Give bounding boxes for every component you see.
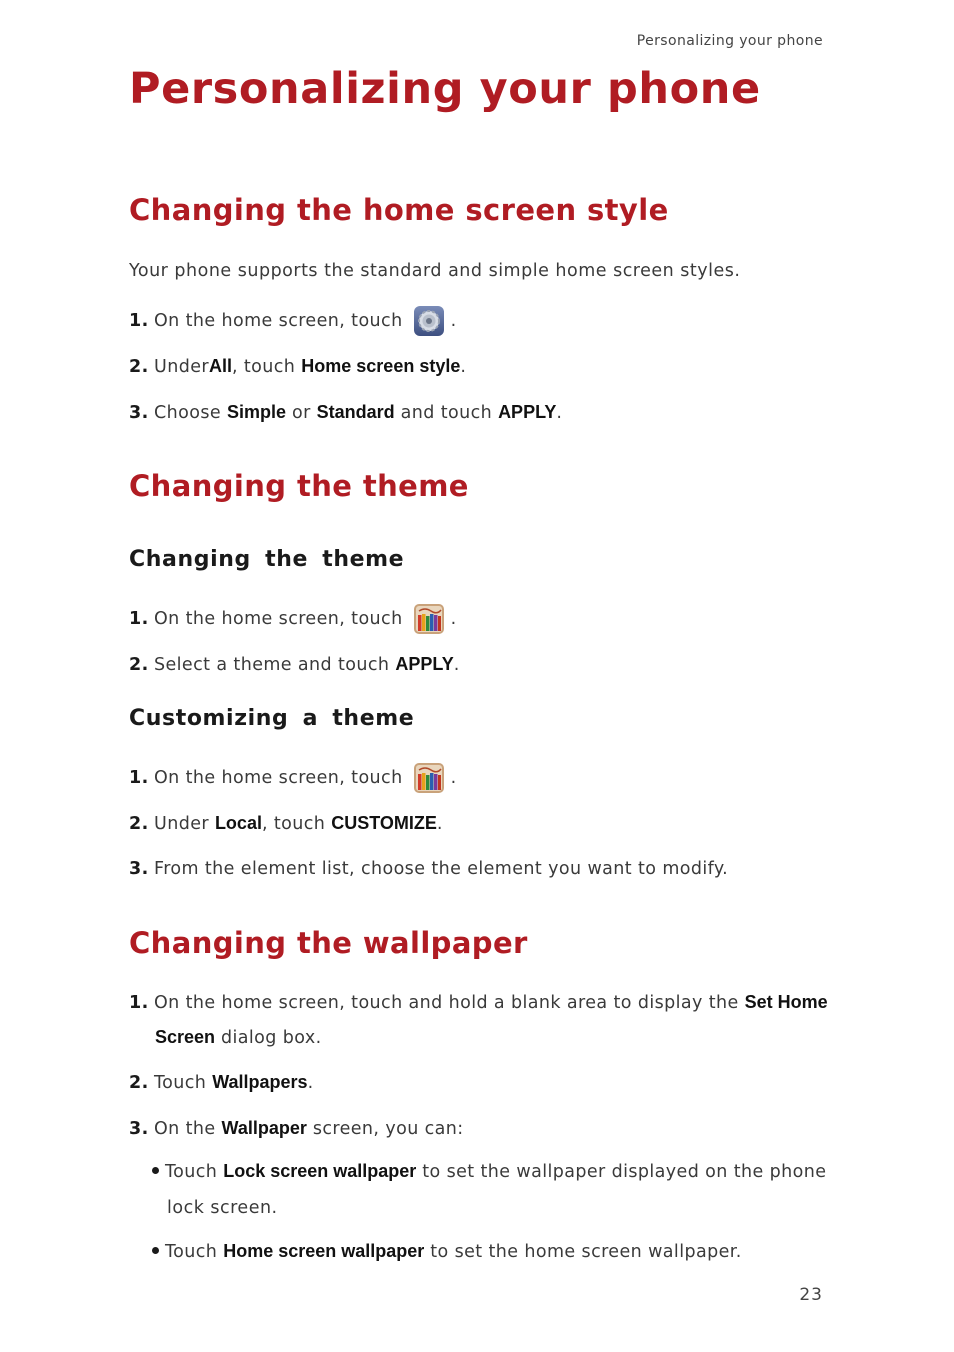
page-title: Personalizing your phone	[129, 64, 761, 114]
themes-pencils-icon	[413, 763, 445, 793]
wallpaper-step-1: 1. On the home screen, touch and hold a blank area to display the Set Home	[129, 992, 828, 1013]
home-style-step-3: 3. Choose Simple or Standard and touch APPLY .	[129, 402, 563, 423]
subheading-changing-theme: Changing the theme	[129, 547, 405, 572]
customize-theme-step-1: 1. On the home screen, touch .	[129, 763, 457, 793]
section-heading-wallpaper: Changing the wallpaper	[129, 926, 528, 960]
home-style-step-1: 1. On the home screen, touch .	[129, 306, 457, 336]
page-number: 23	[799, 1285, 823, 1305]
settings-gear-icon	[413, 306, 445, 336]
subheading-customizing-theme: Customizing a theme	[129, 706, 415, 731]
change-theme-step-1: 1. On the home screen, touch .	[129, 604, 457, 634]
wallpaper-bullet-home-screen: Touch Home screen wallpaper to set the home screen wallpaper.	[150, 1241, 742, 1262]
home-style-intro: Your phone supports the standard and simple home screen styles.	[129, 261, 741, 281]
change-theme-step-2: 2. Select a theme and touch APPLY .	[129, 654, 460, 675]
customize-theme-step-2: 2. Under Local , touch CUSTOMIZE .	[129, 813, 443, 834]
wallpaper-step-3: 3. On the Wallpaper screen, you can:	[129, 1118, 464, 1139]
home-style-step-2: 2. Under All , touch Home screen style .	[129, 356, 467, 377]
section-heading-home-screen-style: Changing the home screen style	[129, 193, 669, 227]
bullet-dot	[152, 1247, 159, 1254]
wallpaper-bullet-lock-screen-continued: lock screen.	[167, 1198, 278, 1218]
bullet-dot	[152, 1167, 159, 1174]
themes-pencils-icon	[413, 604, 445, 634]
customize-theme-step-3: 3. From the element list, choose the element you want to modify.	[129, 859, 729, 879]
section-heading-theme: Changing the theme	[129, 469, 469, 503]
wallpaper-step-1-continued: Screen dialog box.	[155, 1027, 322, 1048]
running-header: Personalizing your phone	[636, 33, 823, 49]
wallpaper-step-2: 2. Touch Wallpapers .	[129, 1072, 314, 1093]
wallpaper-bullet-lock-screen: Touch Lock screen wallpaper to set the wallpaper displayed on the phone	[150, 1161, 826, 1182]
